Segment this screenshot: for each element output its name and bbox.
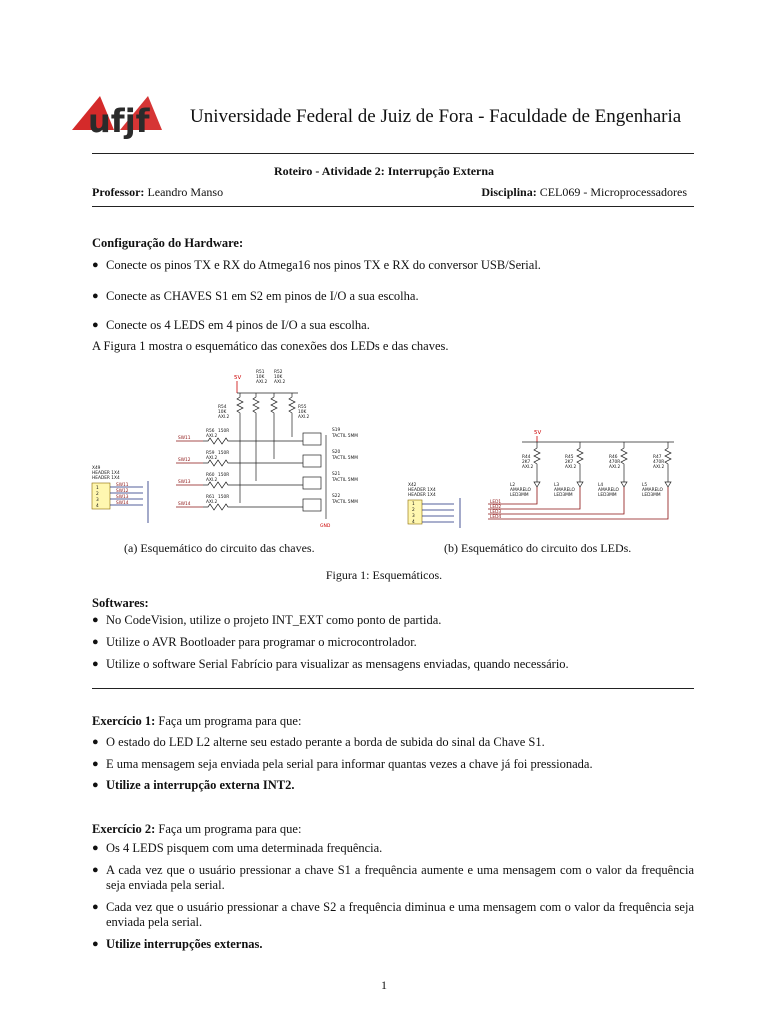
- svg-text:AXI.2: AXI.2: [274, 380, 286, 385]
- svg-text:S19: S19: [332, 428, 341, 433]
- svg-text:S22: S22: [332, 494, 341, 499]
- svg-text:150R: 150R: [218, 473, 230, 478]
- svg-text:AXI.2: AXI.2: [565, 465, 577, 470]
- discipline-line: [481, 185, 687, 200]
- exercise2-item: ● Os 4 LEDS pisquem com uma determinada frequência.: [92, 841, 383, 855]
- svg-text:SW12: SW12: [178, 458, 191, 463]
- svg-text:R59: R59: [206, 451, 215, 456]
- figure-caption-a: (a) Esquemático do circuito das chaves.: [124, 541, 315, 555]
- hardware-item: ● Conecte os pinos TX e RX do Atmega16 nos pinos TX e RX do conversor USB/Serial.: [92, 258, 541, 272]
- svg-text:SW13: SW13: [116, 495, 129, 500]
- svg-text:LED3MM: LED3MM: [642, 493, 661, 498]
- svg-text:2: 2: [96, 492, 99, 497]
- exercise2-item: ● A cada vez que o usuário pressionar a chave S1 a frequência aumente e uma mensagem com o valor da frequência seja enviada pela serial.: [92, 863, 694, 892]
- svg-text:AXI.2: AXI.2: [218, 415, 230, 420]
- svg-text:L5: L5: [642, 483, 648, 488]
- software-item: ● No CodeVision, utilize o projeto INT_EXT como ponto de partida.: [92, 613, 442, 627]
- svg-text:10K: 10K: [274, 375, 283, 380]
- svg-text:1: 1: [96, 486, 99, 491]
- exercise2-item: ● Cada vez que o usuário pressionar a chave S2 a frequência diminua e uma mensagem com o valor da frequência seja enviada pela serial.: [92, 900, 694, 929]
- svg-text:AXI.2: AXI.2: [298, 415, 310, 420]
- svg-text:R56: R56: [206, 429, 215, 434]
- svg-text:AXI.2: AXI.2: [206, 478, 218, 483]
- svg-text:R52: R52: [274, 370, 283, 375]
- svg-text:R47: R47: [653, 455, 662, 460]
- svg-text:AXI.2: AXI.2: [653, 465, 665, 470]
- discipline-name: CEL069 - Microprocessadores: [539, 185, 687, 199]
- svg-text:470R: 470R: [609, 460, 621, 465]
- switch-schematic: [88, 363, 368, 533]
- svg-text:AXI.2: AXI.2: [206, 456, 218, 461]
- svg-text:AMARELO: AMARELO: [642, 488, 663, 493]
- svg-text:L4: L4: [598, 483, 604, 488]
- svg-text:HEADER 1X4: HEADER 1X4: [408, 488, 436, 493]
- document-title: Roteiro - Atividade 2: Interrupção Externa: [273, 164, 495, 178]
- svg-text:2K7: 2K7: [522, 460, 531, 465]
- exercise1-item: ● O estado do LED L2 alterne seu estado perante a borda de subida do sinal da Chave S1.: [92, 735, 545, 749]
- svg-text:5V: 5V: [534, 430, 542, 436]
- svg-text:LED1: LED1: [490, 500, 502, 505]
- svg-text:R55: R55: [298, 405, 307, 410]
- svg-text:X49: X49: [92, 466, 101, 471]
- svg-text:LED3MM: LED3MM: [598, 493, 617, 498]
- svg-text:R54: R54: [218, 405, 227, 410]
- svg-text:SW14: SW14: [178, 502, 191, 507]
- svg-text:10K: 10K: [256, 375, 265, 380]
- svg-text:LED3MM: LED3MM: [510, 493, 529, 498]
- exercise2-item: ● Utilize interrupções externas.: [92, 937, 263, 951]
- svg-text:4: 4: [412, 520, 415, 525]
- svg-text:R61: R61: [206, 495, 215, 500]
- exercise2-label: Exercício 2:: [92, 822, 156, 836]
- svg-text:AXI.2: AXI.2: [256, 380, 268, 385]
- svg-text:S20: S20: [332, 450, 341, 455]
- svg-text:HEADER 1X4: HEADER 1X4: [92, 476, 120, 481]
- svg-text:SW11: SW11: [116, 483, 129, 488]
- professor-name: Leandro Manso: [147, 185, 224, 199]
- hardware-item: ● Conecte os 4 LEDS em 4 pinos de I/O a sua escolha.: [92, 318, 370, 332]
- svg-text:AXI.2: AXI.2: [206, 500, 218, 505]
- figure-caption-b: (b) Esquemático do circuito dos LEDs.: [444, 541, 632, 555]
- exercise1-item: ● E uma mensagem seja enviada pela serial para informar quantas vezes a chave já foi pressionada.: [92, 757, 593, 771]
- svg-text:R51: R51: [256, 370, 265, 375]
- svg-text:LED2: LED2: [490, 505, 502, 510]
- header-rule-bottom: [92, 206, 694, 207]
- svg-text:TACTIL 5MM: TACTIL 5MM: [332, 500, 358, 505]
- svg-text:AMARELO: AMARELO: [510, 488, 531, 493]
- figure-caption: Figura 1: Esquemáticos.: [325, 568, 443, 582]
- svg-text:S21: S21: [332, 472, 341, 477]
- svg-text:AXI.2: AXI.2: [206, 434, 218, 439]
- svg-text:5V: 5V: [234, 375, 242, 381]
- exercise1-intro: Faça um programa para que:: [158, 714, 302, 728]
- professor-line: [92, 185, 223, 200]
- professor-label: Professor:: [92, 185, 145, 199]
- section-rule: [92, 688, 694, 689]
- svg-text:LED3MM: LED3MM: [554, 493, 573, 498]
- discipline-label: Disciplina:: [481, 185, 537, 199]
- svg-text:150R: 150R: [218, 451, 230, 456]
- svg-text:R60: R60: [206, 473, 215, 478]
- svg-text:R46: R46: [609, 455, 618, 460]
- svg-text:TACTIL 5MM: TACTIL 5MM: [332, 478, 358, 483]
- ufjf-logo: [70, 96, 180, 148]
- svg-text:HEADER 1X4: HEADER 1X4: [408, 493, 436, 498]
- svg-text:AMARELO: AMARELO: [598, 488, 619, 493]
- svg-text:R45: R45: [565, 455, 574, 460]
- university-title: Universidade Federal de Juiz de Fora - Faculdade de Engenharia: [190, 106, 682, 127]
- hardware-item: ● Conecte as CHAVES S1 em S2 em pinos de I/O a sua escolha.: [92, 289, 419, 303]
- svg-text:470R: 470R: [653, 460, 665, 465]
- svg-text:TACTIL 5MM: TACTIL 5MM: [332, 456, 358, 461]
- page-number: 1: [381, 978, 387, 992]
- svg-text:X42: X42: [408, 483, 417, 488]
- svg-text:150R: 150R: [218, 495, 230, 500]
- header-rule-top: [92, 153, 694, 154]
- svg-text:L3: L3: [554, 483, 560, 488]
- svg-text:1: 1: [412, 502, 415, 507]
- svg-text:3: 3: [96, 498, 99, 503]
- svg-text:150R: 150R: [218, 429, 230, 434]
- led-schematic: [404, 424, 688, 532]
- svg-text:SW11: SW11: [178, 436, 191, 441]
- exercise1-item: ● Utilize a interrupção externa INT2.: [92, 778, 295, 792]
- svg-text:2: 2: [412, 508, 415, 513]
- svg-text:10K: 10K: [218, 410, 227, 415]
- svg-text:L2: L2: [510, 483, 516, 488]
- svg-text:LED4: LED4: [490, 515, 502, 520]
- svg-text:10K: 10K: [298, 410, 307, 415]
- figure-intro: A Figura 1 mostra o esquemático das conexões dos LEDs e das chaves.: [92, 339, 449, 353]
- svg-text:LED3: LED3: [490, 510, 502, 515]
- svg-text:AMARELO: AMARELO: [554, 488, 575, 493]
- svg-text:SW12: SW12: [116, 489, 129, 494]
- exercise1-label: Exercício 1:: [92, 714, 156, 728]
- svg-text:GND: GND: [320, 524, 331, 529]
- svg-text:R44: R44: [522, 455, 531, 460]
- exercise2-intro: Faça um programa para que:: [158, 822, 302, 836]
- software-item: ● Utilize o AVR Bootloader para programar o microcontrolador.: [92, 635, 417, 649]
- svg-text:4: 4: [96, 504, 99, 509]
- svg-text:SW14: SW14: [116, 501, 129, 506]
- svg-text:TACTIL 5MM: TACTIL 5MM: [332, 434, 358, 439]
- software-item: ● Utilize o software Serial Fabrício para visualizar as mensagens enviadas, quando necessário.: [92, 657, 569, 671]
- logo-text: ufjf: [88, 102, 150, 140]
- exercise2-heading: [92, 822, 301, 837]
- svg-text:2K7: 2K7: [565, 460, 574, 465]
- svg-text:3: 3: [412, 514, 415, 519]
- svg-text:AXI.2: AXI.2: [522, 465, 534, 470]
- exercise1-heading: [92, 714, 301, 729]
- svg-text:HEADER 1X4: HEADER 1X4: [92, 471, 120, 476]
- softwares-heading: Softwares:: [92, 596, 149, 610]
- svg-text:SW13: SW13: [178, 480, 191, 485]
- hardware-heading: Configuração do Hardware:: [92, 236, 244, 250]
- svg-text:AXI.2: AXI.2: [609, 465, 621, 470]
